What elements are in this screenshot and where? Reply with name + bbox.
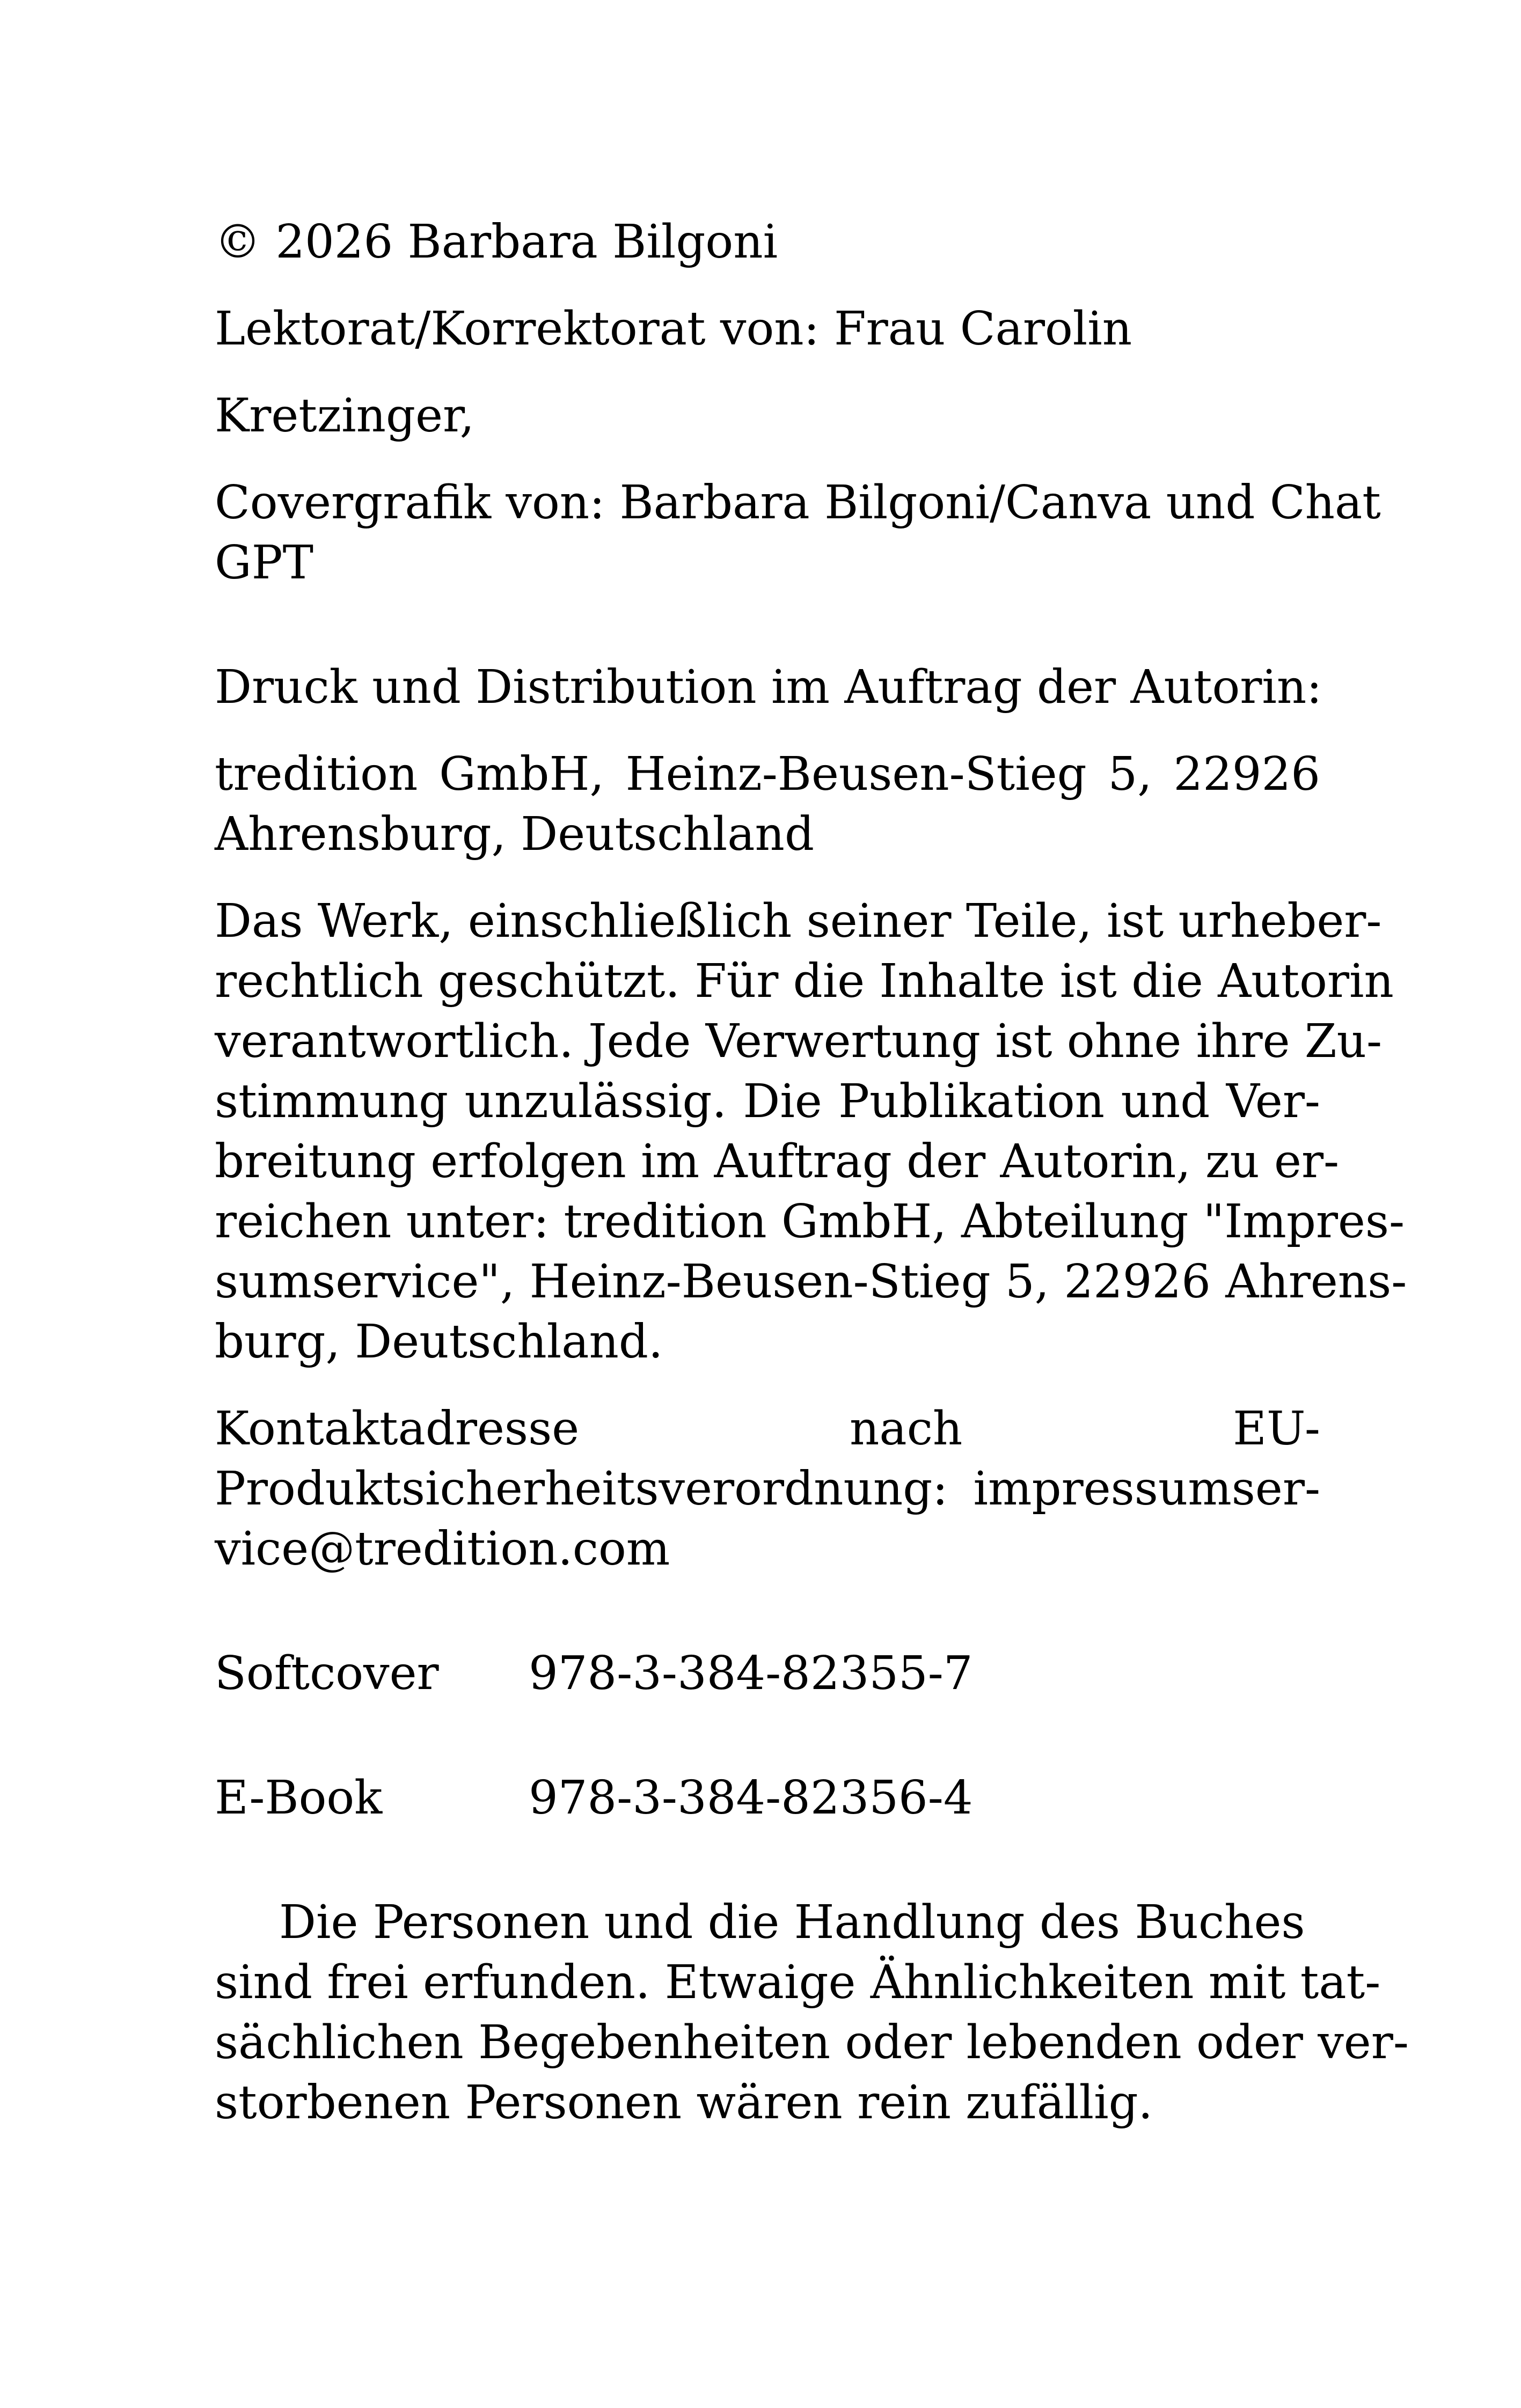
- isbn-label: Softcover: [215, 1647, 439, 1700]
- lektorat-line-continued: Kretzinger,: [215, 389, 474, 443]
- contact-word: Kontaktadresse: [215, 1402, 580, 1456]
- cover-credit-line-continued: GPT: [215, 536, 313, 590]
- disclaimer-line: storbenen Personen wären rein zufällig.: [215, 2076, 1153, 2130]
- rights-line: stimmung unzulässig. Die Publikation und Ver-: [215, 1075, 1320, 1128]
- contact-word: EU-: [1233, 1402, 1320, 1456]
- contact-word: nach: [850, 1402, 963, 1456]
- isbn-value: 978-3-384-82355-7: [529, 1647, 973, 1700]
- contact-word: impressumser-: [973, 1462, 1320, 1516]
- publisher-address-line-2: Ahrensburg, Deutschland: [215, 807, 814, 861]
- rights-line: sumservice", Heinz-Beusen-Stieg 5, 22926 Ahrens-: [215, 1255, 1407, 1309]
- rights-line: verantwortlich. Jede Verwertung ist ohne ihre Zu-: [215, 1015, 1383, 1068]
- disclaimer-line: sind frei erfunden. Etwaige Ähnlichkeiten mit tat-: [215, 1956, 1381, 2009]
- rights-paragraph: [215, 891, 1407, 1372]
- address-word: 5,: [1108, 747, 1152, 801]
- address-word: GmbH,: [439, 747, 604, 801]
- rights-line: reichen unter: tredition GmbH, Abteilung "Impres-: [215, 1195, 1405, 1249]
- disclaimer-paragraph: [215, 1892, 1409, 2133]
- address-word: Heinz-Beusen-Stieg: [625, 747, 1087, 801]
- isbn-label: E-Book: [215, 1771, 383, 1825]
- rights-line: burg, Deutschland.: [215, 1315, 663, 1369]
- rights-line: rechtlich geschützt. Für die Inhalte ist die Autorin: [215, 955, 1394, 1008]
- address-word: 22926: [1173, 747, 1320, 801]
- disclaimer-line: Die Personen und die Handlung des Buches: [279, 1896, 1305, 1949]
- rights-line: breitung erfolgen im Auftrag der Autorin, zu er-: [215, 1135, 1340, 1188]
- contact-line: [215, 1399, 1320, 1459]
- imprint-page: [215, 212, 1409, 2133]
- cover-credit-line: Covergrafik von: Barbara Bilgoni/Canva und Chat: [215, 476, 1381, 530]
- copyright-line: © 2026 Barbara Bilgoni: [215, 215, 778, 269]
- publisher-address-line: [215, 744, 1320, 804]
- isbn-value: 978-3-384-82356-4: [529, 1771, 973, 1825]
- lektorat-line: Lektorat/Korrektorat von: Frau Carolin: [215, 302, 1132, 356]
- rights-line: Das Werk, einschließlich seiner Teile, ist urheber-: [215, 894, 1382, 948]
- contact-word: Produktsicherheitsverordnung:: [215, 1462, 948, 1516]
- isbn-softcover-row: [215, 1643, 1320, 1704]
- address-word: tredition: [215, 747, 418, 801]
- publisher-address: [215, 744, 1320, 864]
- contact-email-line: vice@tredition.com: [215, 1522, 670, 1576]
- contact-paragraph: [215, 1399, 1320, 1579]
- print-distribution-line: Druck und Distribution im Auftrag der Autorin:: [215, 660, 1322, 714]
- contact-line: [215, 1459, 1320, 1519]
- isbn-ebook-row: [215, 1768, 1320, 1828]
- disclaimer-line: sächlichen Begebenheiten oder lebenden oder ver-: [215, 2016, 1409, 2069]
